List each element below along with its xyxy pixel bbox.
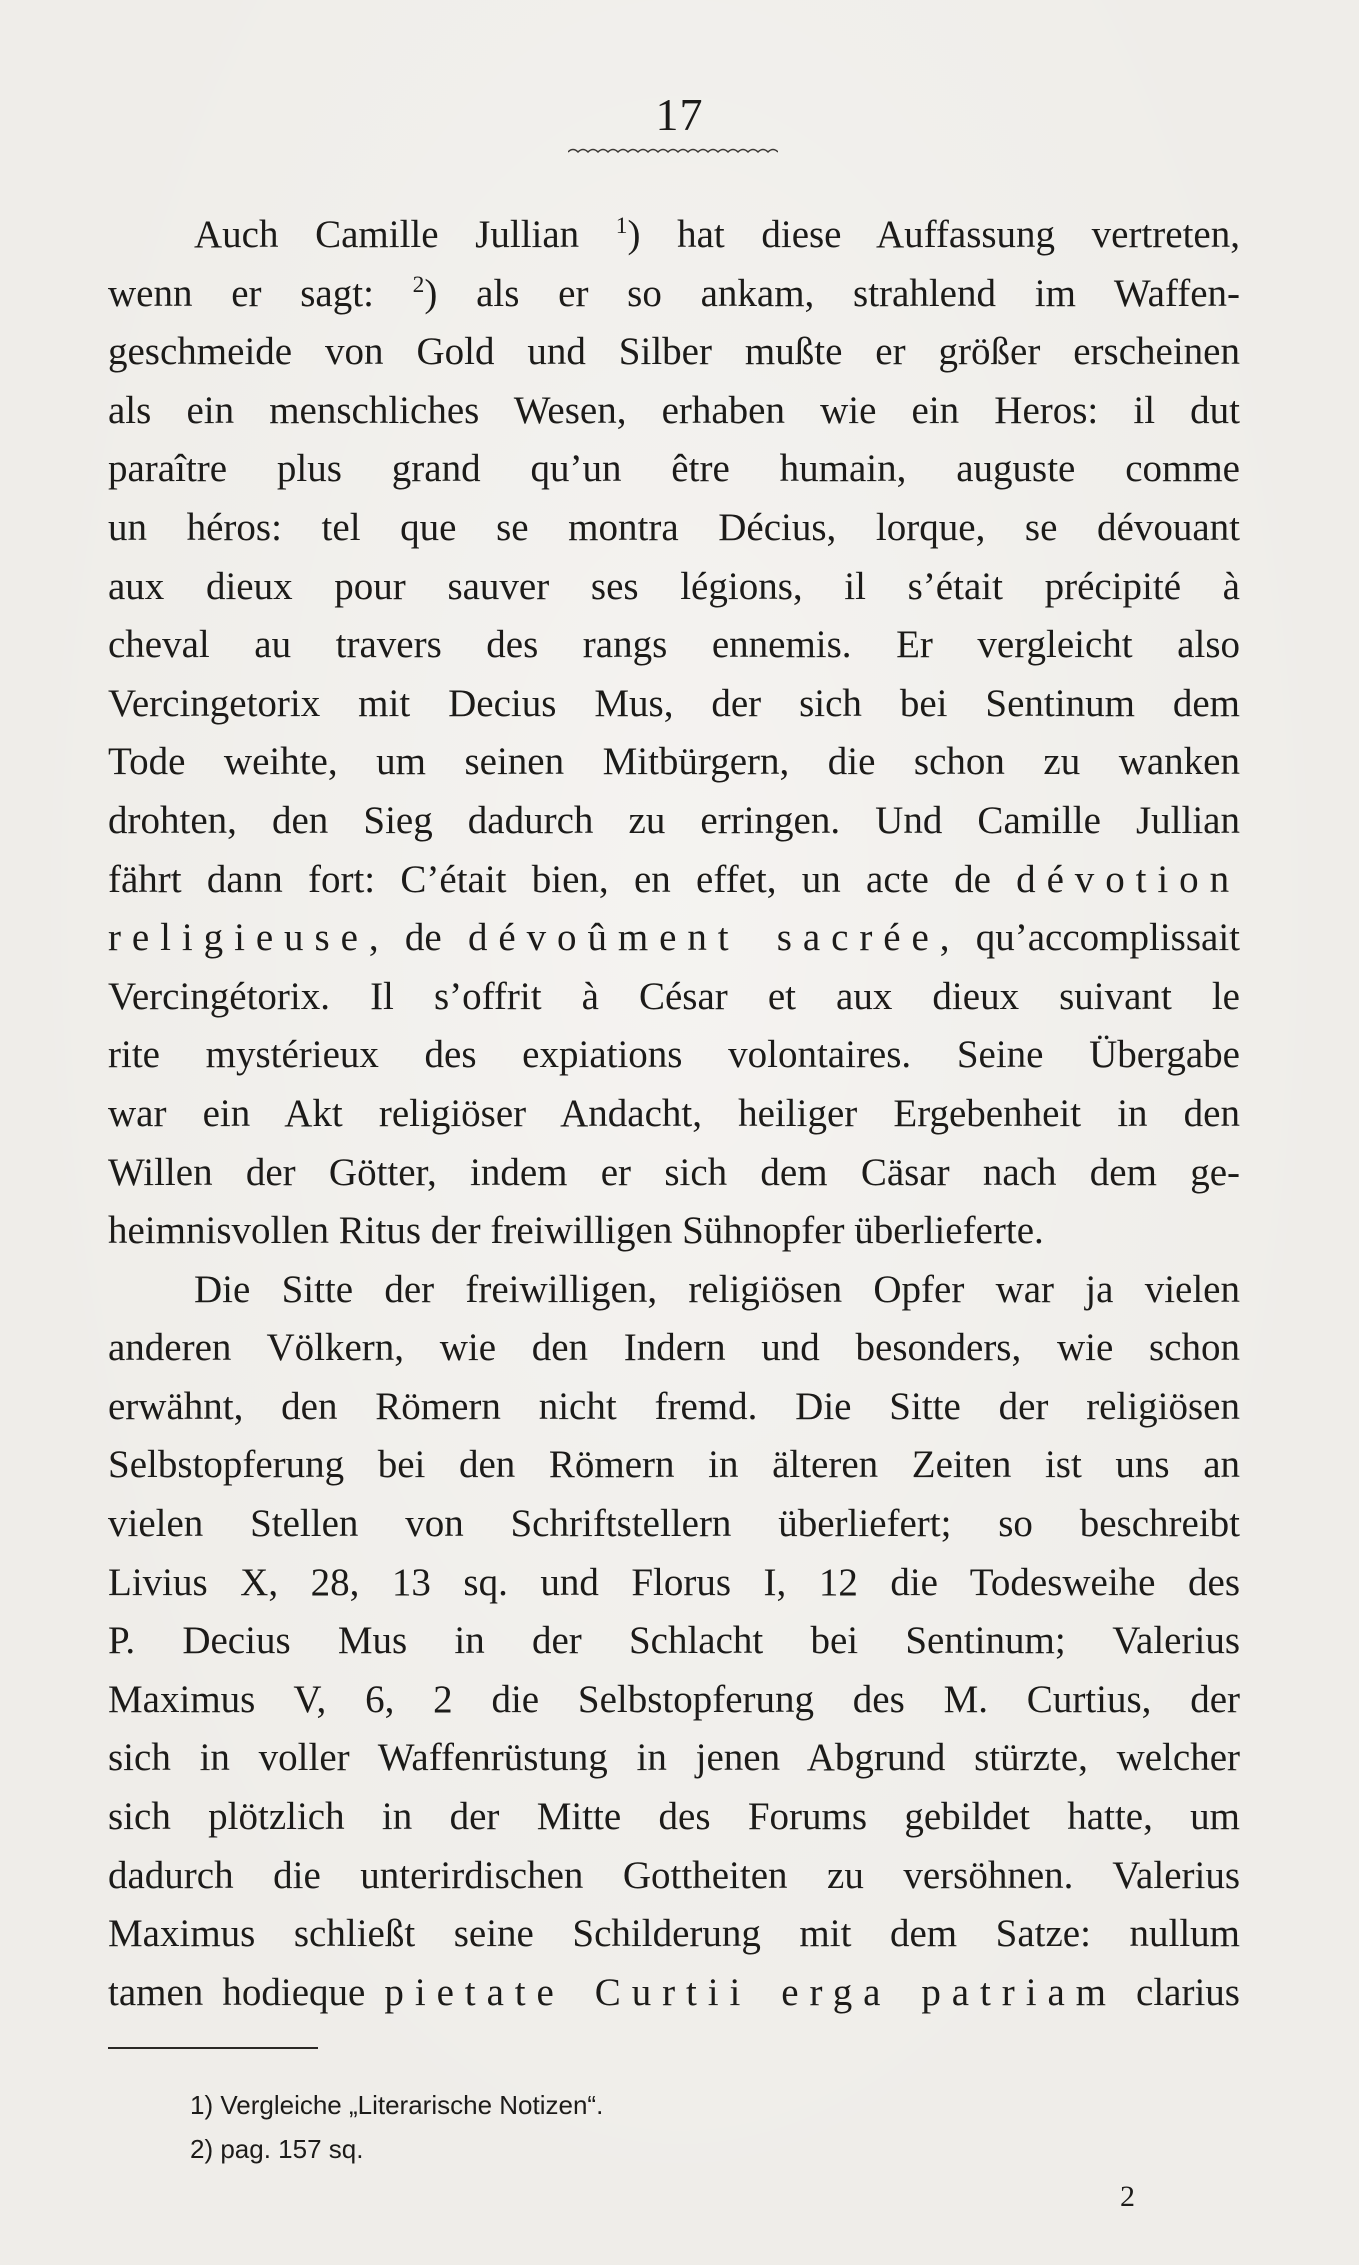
body-text (108, 206, 1240, 2022)
text-line (108, 968, 1240, 1027)
text-segment: als ein menschliches Wesen, erhaben wie ein Heros: il dut (108, 388, 1240, 432)
text-segment: Tode weihte, um seinen Mitbürgern, die schon zu wanken (108, 740, 1240, 784)
footnote-marker: 1 (615, 212, 628, 239)
text-line (108, 323, 1240, 382)
footnotes (190, 2083, 603, 2171)
text-segment: Livius X, 28, 13 sq. und Florus I, 12 die Todesweihe des (108, 1560, 1240, 1604)
text-line (108, 909, 1240, 968)
text-line (108, 1319, 1240, 1378)
text-line (108, 1964, 1240, 2023)
text-line (108, 1905, 1240, 1964)
text-line (108, 1847, 1240, 1906)
text-segment: Auch Camille Jullian (194, 213, 616, 256)
footnote-separator (108, 2047, 318, 2049)
text-line (108, 1144, 1240, 1203)
text-segment: war ein Akt religiöser Andacht, heiliger Ergebenheit in den (108, 1091, 1240, 1135)
text-segment: vielen Stellen von Schriftstellern überliefert; so beschreibt (108, 1502, 1240, 1546)
text-line (108, 675, 1240, 734)
text-line (108, 1495, 1240, 1554)
text-line (108, 851, 1240, 910)
text-segment: geschmeide von Gold und Silber mußte er größer erscheinen (108, 330, 1240, 374)
text-segment: dadurch die unterirdischen Gottheiten zu versöhnen. Valerius (108, 1853, 1240, 1897)
spaced-emphasis: religieuse (108, 916, 369, 960)
footnote-1: 1) Vergleiche „Literarische Notizen“. (190, 2090, 604, 2120)
text-segment: rite mystérieux des expiations volontaires. Seine Übergabe (108, 1033, 1240, 1077)
text-segment: un héros: tel que se montra Décius, lorque, se dévouant (108, 505, 1240, 549)
text-line (108, 558, 1240, 617)
spaced-emphasis: pietate Curtii erga patriam (384, 1970, 1117, 2014)
text-segment: sich plötzlich in der Mitte des Forums gebildet hatte, um (108, 1795, 1240, 1839)
text-line (108, 440, 1240, 499)
text-segment: Willen der Götter, indem er sich dem Cäsar nach dem ge- (108, 1150, 1240, 1194)
text-line (108, 382, 1240, 441)
text-line (108, 1026, 1240, 1085)
spaced-emphasis: dévoûment sacrée (467, 916, 940, 960)
text-segment: ) hat diese Auffassung vertreten, (627, 213, 1240, 256)
text-segment: clarius (1116, 1970, 1240, 2014)
text-segment: ) als er so ankam, strahlend im Waffen- (424, 271, 1240, 315)
spaced-emphasis: dévotion (1016, 857, 1240, 901)
text-segment: Selbstopferung bei den Römern in älteren Zeiten ist uns an (108, 1443, 1240, 1487)
text-segment: Vercingetorix mit Decius Mus, der sich bei Sentinum dem (108, 681, 1240, 725)
text-line (108, 1436, 1240, 1495)
page-number: 17 (655, 89, 704, 140)
text-line (108, 1729, 1240, 1788)
text-segment: P. Decius Mus in der Schlacht bei Sentinum; Valerius (108, 1619, 1240, 1663)
text-line (108, 792, 1240, 851)
text-segment: Vercingétorix. Il s’offrit à César et aux dieux suivant le (108, 974, 1240, 1018)
text-segment: paraître plus grand qu’un être humain, auguste comme (108, 447, 1240, 491)
header-ornament-rule (568, 146, 778, 154)
text-segment: Maximus schließt seine Schilderung mit dem Satze: nullum (108, 1912, 1240, 1956)
signature-mark: 2 (1120, 2180, 1135, 2213)
text-segment: Maximus V, 6, 2 die Selbstopferung des M. Curtius, der (108, 1677, 1240, 1721)
text-segment: Die Sitte der freiwilligen, religiösen Opfer war ja vielen (194, 1267, 1240, 1311)
text-line (108, 206, 1240, 265)
text-segment: drohten, den Sieg dadurch zu erringen. Und Camille Jullian (108, 798, 1240, 842)
text-line (108, 1671, 1240, 1730)
text-segment: erwähnt, den Römern nicht fremd. Die Sitte der religiösen (108, 1384, 1240, 1428)
text-segment: wenn er sagt: (108, 271, 413, 315)
text-segment: , de (368, 916, 468, 960)
footnote-2: 2) pag. 157 sq. (190, 2134, 364, 2164)
text-line (108, 1202, 1240, 1261)
text-line (108, 733, 1240, 792)
text-segment: fährt dann fort: C’était bien, en effet, un acte de (108, 857, 1017, 901)
text-segment: cheval au travers des rangs ennemis. Er vergleicht also (108, 623, 1240, 667)
text-segment: aux dieux pour sauver ses légions, il s’était précipité à (108, 564, 1240, 608)
text-line (108, 616, 1240, 675)
text-segment: sich in voller Waffenrüstung in jenen Abgrund stürzte, welcher (108, 1736, 1240, 1780)
text-segment: anderen Völkern, wie den Indern und besonders, wie schon (108, 1326, 1240, 1370)
text-segment: , qu’accomplissait (939, 916, 1240, 960)
footnote-marker: 2 (412, 271, 425, 298)
text-line (108, 1085, 1240, 1144)
text-segment: tamen hodieque (108, 1970, 385, 2014)
text-line (108, 1612, 1240, 1671)
text-line (108, 1378, 1240, 1437)
text-line (108, 1788, 1240, 1847)
text-line (108, 499, 1240, 558)
text-line (108, 1554, 1240, 1613)
text-segment: heimnisvollen Ritus der freiwilligen Sühnopfer überlieferte. (108, 1209, 1044, 1253)
text-line (108, 1261, 1240, 1320)
text-line (108, 265, 1240, 324)
